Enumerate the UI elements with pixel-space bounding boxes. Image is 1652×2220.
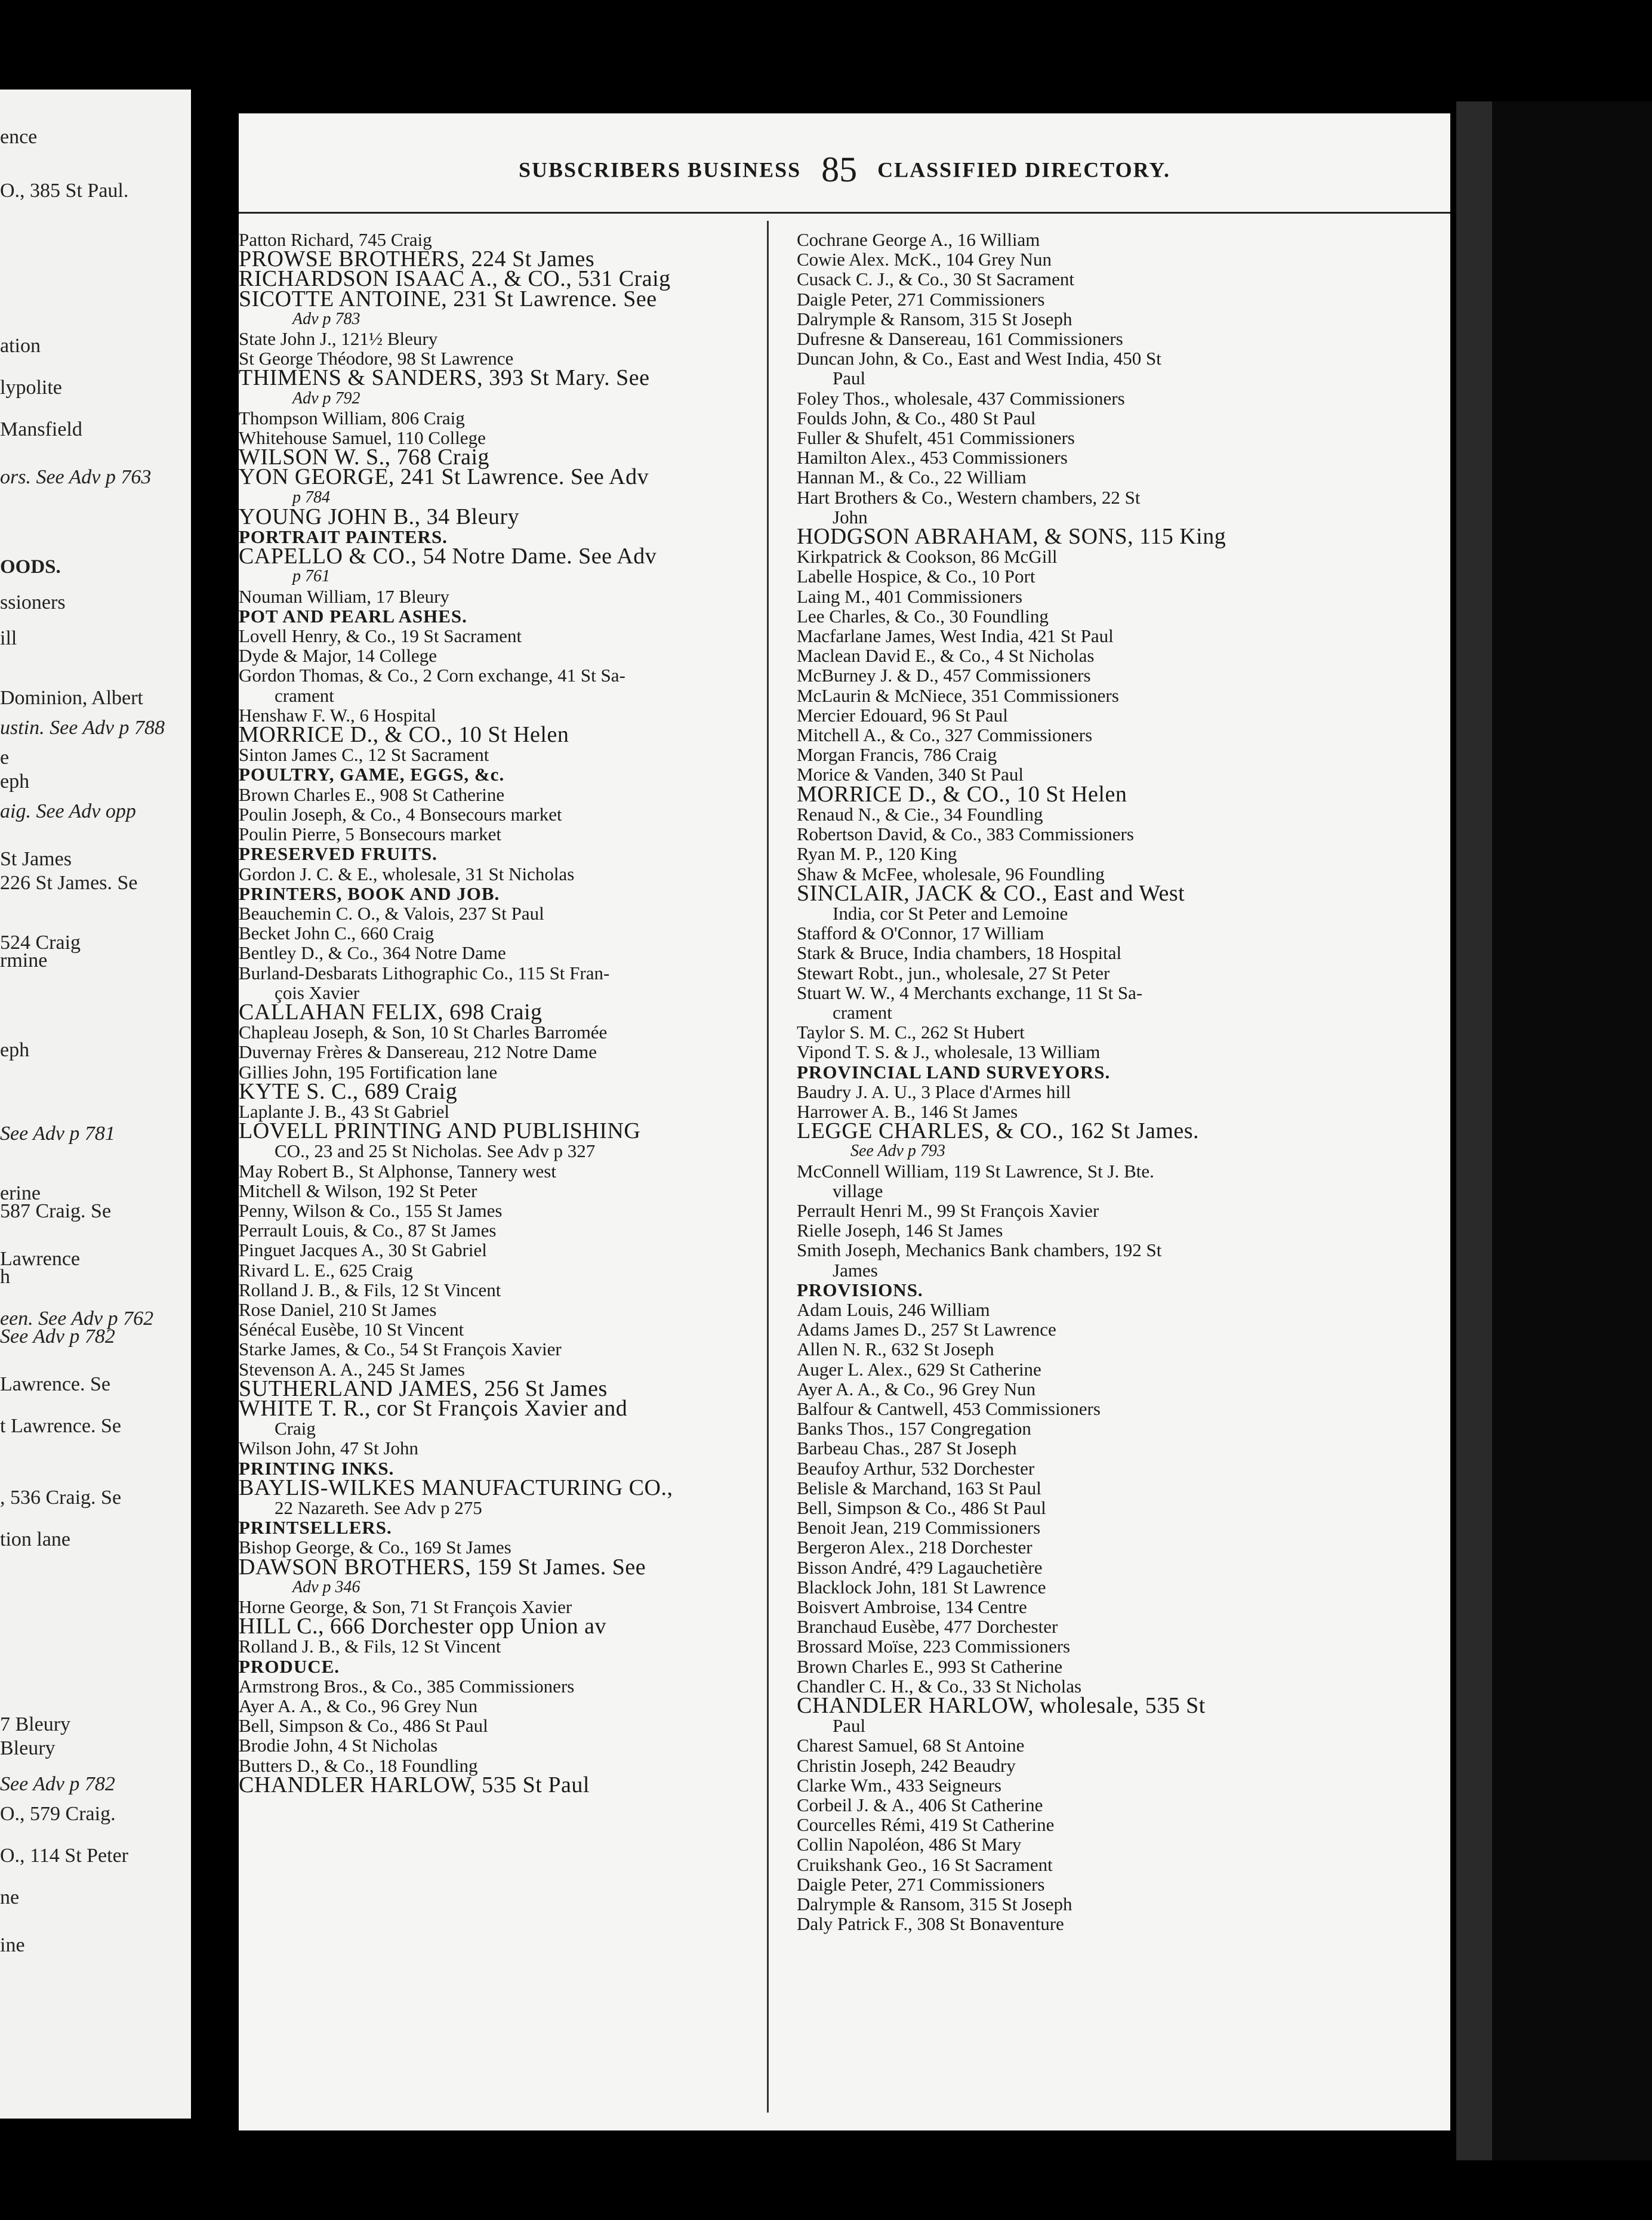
directory-entry: WHITE T. R., cor St François Xavier and [239,1395,628,1421]
directory-entry: Mercier Edouard, 96 St Paul [797,704,1008,726]
directory-entry: Brodie John, 4 St Nicholas [239,1735,438,1756]
directory-entry: Hart Brothers & Co., Western chambers, 22 St [797,486,1141,508]
left-page-text: St James [0,848,72,870]
directory-entry: Benoit Jean, 219 Commissioners [797,1517,1041,1538]
directory-entry: Allen N. R., 632 St Joseph [797,1339,994,1360]
directory-entry: SINCLAIR, JACK & CO., East and West [797,880,1185,906]
left-page-text: 587 Craig. Se [0,1200,112,1222]
directory-entry: Belisle & Marchand, 163 St Paul [797,1477,1041,1498]
left-page-text: ation [0,335,41,357]
directory-entry: Adv p 792 [292,388,360,408]
directory-entry: Morgan Francis, 786 Craig [797,744,997,766]
directory-entry: CHANDLER HARLOW, 535 St Paul [239,1772,590,1797]
directory-entry: CO., 23 and 25 St Nicholas. See Adv p 327 [275,1140,596,1162]
directory-entry: Daly Patrick F., 308 St Bonaventure [797,1913,1064,1935]
column-left [239,230,752,1795]
directory-entry: Mitchell & Wilson, 192 St Peter [239,1180,477,1201]
directory-entry: crament [275,684,334,706]
page-number: 85 [821,150,858,189]
left-page-text: ssioners [0,591,66,613]
directory-entry: Balfour & Cantwell, 453 Commissioners [797,1398,1101,1419]
directory-entry: Banks Thos., 157 Congregation [797,1418,1031,1439]
directory-entry: Burland-Desbarats Lithographic Co., 115 St Fran- [239,962,610,983]
directory-entry: Butters D., & Co., 18 Foundling [239,1755,478,1776]
section-heading: PRINTERS, BOOK AND JOB. [239,883,500,904]
left-page-text: Bleury [0,1737,56,1759]
directory-entry: CALLAHAN FELIX, 698 Craig [239,999,543,1025]
book-binding [1456,101,1652,2160]
directory-entry: CAPELLO & CO., 54 Notre Dame. See Adv [239,544,657,569]
section-heading: POULTRY, GAME, EGGS, &c. [239,764,505,785]
directory-entry: BAYLIS-WILKES MANUFACTURING CO., [239,1475,673,1500]
directory-entry: Duvernay Frères & Dansereau, 212 Notre Dame [239,1041,597,1063]
left-page-text: , 536 Craig. Se [0,1487,122,1509]
left-page-text: O., 114 St Peter [0,1845,129,1867]
directory-entry: Courcelles Rémi, 419 St Catherine [797,1814,1055,1836]
directory-entry: CHANDLER HARLOW, wholesale, 535 St [797,1693,1206,1719]
directory-entry: Horne George, & Son, 71 St François Xavier [239,1596,572,1618]
directory-entry: St George Théodore, 98 St Lawrence [239,348,514,369]
directory-entry: MORRICE D., & CO., 10 St Helen [239,722,569,748]
directory-entry: McBurney J. & D., 457 Commissioners [797,665,1091,686]
directory-entry: çois Xavier [275,982,360,1003]
directory-entry: Foley Thos., wholesale, 437 Commissioners [797,387,1125,409]
directory-entry: Boisvert Ambroise, 134 Centre [797,1596,1027,1618]
directory-entry: RICHARDSON ISAAC A., & CO., 531 Craig [239,266,671,292]
directory-entry: Poulin Pierre, 5 Bonsecours market [239,824,501,845]
section-heading: PORTRAIT PAINTERS. [239,526,448,548]
directory-entry: SICOTTE ANTOINE, 231 St Lawrence. See [239,286,657,312]
directory-entry: Brown Charles E., 993 St Catherine [797,1655,1063,1677]
directory-entry: Poulin Joseph, & Co., 4 Bonsecours market [239,803,562,825]
directory-entry: Bell, Simpson & Co., 486 St Paul [239,1715,488,1737]
directory-entry: McConnell William, 119 St Lawrence, St J. Bte. [797,1160,1154,1182]
left-page-text: ill [0,627,17,649]
directory-entry: Laing M., 401 Commissioners [797,585,1023,607]
left-page-text: OODS. [0,556,61,578]
directory-entry: Stewart Robt., jun., wholesale, 27 St Peter [797,962,1110,983]
directory-entry: LOVELL PRINTING AND PUBLISHING [239,1118,641,1144]
directory-entry: Stevenson A. A., 245 St James [239,1358,465,1380]
directory-entry: Lee Charles, & Co., 30 Foundling [797,605,1049,627]
directory-entry: Collin Napoléon, 486 St Mary [797,1834,1022,1855]
directory-entry: Rolland J. B., & Fils, 12 St Vincent [239,1636,501,1657]
directory-entry: Henshaw F. W., 6 Hospital [239,704,436,726]
directory-entry: Fuller & Shufelt, 451 Commissioners [797,427,1075,449]
section-heading: PRESERVED FRUITS. [239,843,437,865]
directory-entry: MORRICE D., & CO., 10 St Helen [797,781,1127,807]
left-page-fragment [0,90,191,2119]
directory-entry: Renaud N., & Cie., 34 Foundling [797,803,1043,825]
directory-entry: James [833,1259,878,1281]
directory-entry: Lovell Henry, & Co., 19 St Sacrament [239,625,522,647]
left-page-text: See Adv p 782 [0,1773,115,1795]
directory-entry: Clarke Wm., 433 Seigneurs [797,1774,1001,1796]
directory-entry: Maclean David E., & Co., 4 St Nicholas [797,645,1095,667]
left-page-text: ence [0,126,38,148]
left-page-text: h [0,1266,10,1288]
directory-entry: Smith Joseph, Mechanics Bank chambers, 192 St [797,1240,1162,1261]
directory-entry: Mitchell A., & Co., 327 Commissioners [797,724,1093,746]
directory-entry: DAWSON BROTHERS, 159 St James. See [239,1554,646,1580]
directory-entry: Perrault Louis, & Co., 87 St James [239,1220,497,1241]
left-page-text: e [0,747,10,769]
directory-entry: Adv p 783 [292,309,360,328]
left-page-text: Lawrence. Se [0,1373,111,1395]
directory-entry: Chandler C. H., & Co., 33 St Nicholas [797,1675,1082,1697]
directory-entry: Laplante J. B., 43 St Gabriel [239,1100,449,1122]
directory-entry: Hamilton Alex., 453 Commissioners [797,447,1068,468]
left-page-text: erine [0,1182,41,1204]
section-heading: PRINTING INKS. [239,1457,394,1479]
directory-entry: p 784 [292,488,330,507]
directory-entry: Ayer A. A., & Co., 96 Grey Nun [239,1695,478,1717]
directory-entry: Christin Joseph, 242 Beaudry [797,1755,1016,1776]
directory-entry: HODGSON ABRAHAM, & SONS, 115 King [797,524,1226,550]
left-page-text: O., 385 St Paul. [0,180,129,202]
directory-entry: Gordon Thomas, & Co., 2 Corn exchange, 41 St Sa- [239,665,625,686]
header-left-title: SUBSCRIBERS BUSINESS [518,158,802,182]
directory-entry: Patton Richard, 745 Craig [239,229,432,250]
directory-entry: Bishop George, & Co., 169 St James [239,1537,511,1558]
directory-page [239,113,1450,2130]
left-page-text: eph [0,770,30,793]
directory-entry: Taylor S. M. C., 262 St Hubert [797,1022,1025,1043]
directory-entry: PROWSE BROTHERS, 224 St James [239,246,595,272]
header-right-title: CLASSIFIED DIRECTORY. [877,158,1171,182]
directory-entry: May Robert B., St Alphonse, Tannery west [239,1160,556,1182]
left-page-text: aig. See Adv opp [0,800,136,822]
directory-entry: Bergeron Alex., 218 Dorchester [797,1537,1032,1558]
directory-entry: HILL C., 666 Dorchester opp Union av [239,1614,607,1639]
directory-entry: Whitehouse Samuel, 110 College [239,427,486,449]
left-page-text: rmine [0,949,48,972]
directory-entry: Cusack C. J., & Co., 30 St Sacrament [797,269,1074,290]
left-page-text: tion lane [0,1528,71,1550]
directory-entry: Wilson John, 47 St John [239,1438,419,1459]
directory-entry: Armstrong Bros., & Co., 385 Commissioners [239,1675,575,1697]
directory-entry: Rielle Joseph, 146 St James [797,1220,1003,1241]
directory-entry: KYTE S. C., 689 Craig [239,1078,458,1104]
directory-entry: p 761 [292,567,330,586]
directory-entry: Adam Louis, 246 William [797,1299,990,1320]
directory-entry: Stark & Bruce, India chambers, 18 Hospital [797,942,1122,964]
directory-entry: Brown Charles E., 908 St Catherine [239,784,505,805]
directory-entry: LEGGE CHARLES, & CO., 162 St James. [797,1118,1200,1144]
directory-entry: Craig [275,1418,316,1439]
directory-entry: Ryan M. P., 120 King [797,843,957,865]
directory-entry: Stuart W. W., 4 Merchants exchange, 11 St Sa- [797,982,1143,1003]
directory-entry: McLaurin & McNiece, 351 Commissioners [797,684,1119,706]
directory-entry: Dufresne & Dansereau, 161 Commissioners [797,328,1123,350]
directory-entry: Macfarlane James, West India, 421 St Paul [797,625,1114,647]
left-page-text: ne [0,1886,20,1908]
left-page-text: ustin. See Adv p 788 [0,717,165,739]
directory-entry: Corbeil J. & A., 406 St Catherine [797,1794,1043,1816]
directory-entry: Auger L. Alex., 629 St Catherine [797,1358,1041,1380]
directory-entry: Gordon J. C. & E., wholesale, 31 St Nicholas [239,863,575,884]
directory-entry: Blacklock John, 181 St Lawrence [797,1576,1046,1598]
left-page-text: t Lawrence. Se [0,1415,121,1437]
directory-entry: Vipond T. S. & J., wholesale, 13 William [797,1041,1101,1063]
directory-entry: WILSON W. S., 768 Craig [239,445,489,470]
directory-entry: Rivard L. E., 625 Craig [239,1259,413,1281]
left-page-text: O., 579 Craig. [0,1803,116,1825]
directory-entry: Shaw & McFee, wholesale, 96 Foundling [797,863,1105,884]
directory-entry: Harrower A. B., 146 St James [797,1100,1018,1122]
left-page-text: ine [0,1934,25,1956]
left-page-text: eph [0,1039,30,1061]
left-page-text: Lawrence [0,1248,81,1270]
left-page-text: See Adv p 781 [0,1123,115,1145]
left-page-text: ors. See Adv p 763 [0,466,152,488]
directory-entry: John [833,506,868,528]
directory-entry: Robertson David, & Co., 383 Commissioners [797,824,1134,845]
directory-entry: Daigle Peter, 271 Commissioners [797,288,1045,310]
section-heading: PRODUCE. [239,1655,340,1677]
directory-entry: Pinguet Jacques A., 30 St Gabriel [239,1240,487,1261]
directory-entry: SUTHERLAND JAMES, 256 St James [239,1376,608,1401]
directory-entry: Barbeau Chas., 287 St Joseph [797,1438,1017,1459]
left-page-text: See Adv p 782 [0,1325,115,1348]
directory-entry: Charest Samuel, 68 St Antoine [797,1735,1025,1756]
directory-entry: Gillies John, 195 Fortification lane [239,1061,498,1083]
directory-entry: Stafford & O'Connor, 17 William [797,923,1044,944]
directory-entry: Cochrane George A., 16 William [797,229,1040,250]
left-page-text: 226 St James. Se [0,872,138,894]
directory-entry: village [833,1180,883,1201]
directory-entry: YOUNG JOHN B., 34 Bleury [239,504,520,529]
section-heading: PROVISIONS. [797,1279,923,1300]
directory-entry: Thompson William, 806 Craig [239,407,465,428]
directory-entry: Adams James D., 257 St Lawrence [797,1319,1056,1340]
directory-entry: Cowie Alex. McK., 104 Grey Nun [797,249,1052,270]
directory-entry: Penny, Wilson & Co., 155 St James [239,1200,503,1221]
directory-entry: Starke James, & Co., 54 St François Xavier [239,1339,562,1360]
directory-entry: 22 Nazareth. See Adv p 275 [275,1497,482,1518]
directory-entry: Branchaud Eusèbe, 477 Dorchester [797,1616,1058,1638]
directory-entry: Ayer A. A., & Co., 96 Grey Nun [797,1378,1036,1399]
column-right [797,230,1441,1934]
section-heading: PROVINCIAL LAND SURVEYORS. [797,1061,1111,1083]
directory-entry: Beaufoy Arthur, 532 Dorchester [797,1457,1035,1479]
directory-entry: Bisson André, 4?9 Lagauchetière [797,1556,1043,1578]
directory-entry: Dalrymple & Ransom, 315 St Joseph [797,1894,1072,1915]
directory-entry: Daigle Peter, 271 Commissioners [797,1873,1045,1895]
left-page-text: 7 Bleury [0,1713,71,1735]
directory-entry: Becket John C., 660 Craig [239,923,434,944]
section-heading: POT AND PEARL ASHES. [239,605,467,627]
directory-entry: State John J., 121½ Bleury [239,328,438,350]
directory-entry: Adv p 346 [292,1577,360,1596]
directory-entry: Perrault Henri M., 99 St François Xavier [797,1200,1099,1221]
directory-entry: Bell, Simpson & Co., 486 St Paul [797,1497,1046,1518]
directory-entry: Paul [833,1715,866,1737]
directory-entry: THIMENS & SANDERS, 393 St Mary. See [239,365,650,391]
directory-entry: Nouman William, 17 Bleury [239,585,449,607]
directory-entry: Sinton James C., 12 St Sacrament [239,744,489,766]
directory-entry: Labelle Hospice, & Co., 10 Port [797,566,1035,587]
directory-entry: Beauchemin C. O., & Valois, 237 St Paul [239,902,544,924]
left-page-text: lypolite [0,377,62,399]
directory-entry: Rose Daniel, 210 St James [239,1299,437,1320]
directory-entry: Brossard Moïse, 223 Commissioners [797,1636,1071,1657]
page-header [239,149,1450,203]
directory-entry: YON GEORGE, 241 St Lawrence. See Adv [239,464,649,490]
directory-entry: Morice & Vanden, 340 St Paul [797,764,1024,785]
directory-entry: Dalrymple & Ransom, 315 St Joseph [797,308,1072,329]
directory-entry: Chapleau Joseph, & Son, 10 St Charles Barromée [239,1022,608,1043]
left-page-text: 524 Craig [0,932,81,954]
left-page-text: Dominion, Albert [0,687,143,709]
directory-entry: Sénécal Eusèbe, 10 St Vincent [239,1319,464,1340]
header-rule [239,212,1450,214]
column-divider [767,221,769,2113]
section-heading: PRINTSELLERS. [239,1517,392,1538]
directory-entry: Foulds John, & Co., 480 St Paul [797,407,1036,428]
directory-entry: Dyde & Major, 14 College [239,645,437,667]
directory-entry: crament [833,1001,892,1023]
left-page-text: Mansfield [0,418,82,440]
directory-entry: Kirkpatrick & Cookson, 86 McGill [797,546,1058,568]
directory-entry: Cruikshank Geo., 16 St Sacrament [797,1854,1053,1875]
directory-entry: Duncan John, & Co., East and West India, 450 St [797,348,1161,369]
directory-entry: See Adv p 793 [850,1142,945,1161]
left-page-text: een. See Adv p 762 [0,1308,154,1330]
directory-entry: Bentley D., & Co., 364 Notre Dame [239,942,506,964]
directory-entry: Hannan M., & Co., 22 William [797,467,1027,488]
directory-entry: India, cor St Peter and Lemoine [833,902,1068,924]
directory-entry: Baudry J. A. U., 3 Place d'Armes hill [797,1081,1071,1102]
directory-entry: Rolland J. B., & Fils, 12 St Vincent [239,1279,501,1300]
directory-entry: Paul [833,368,866,389]
